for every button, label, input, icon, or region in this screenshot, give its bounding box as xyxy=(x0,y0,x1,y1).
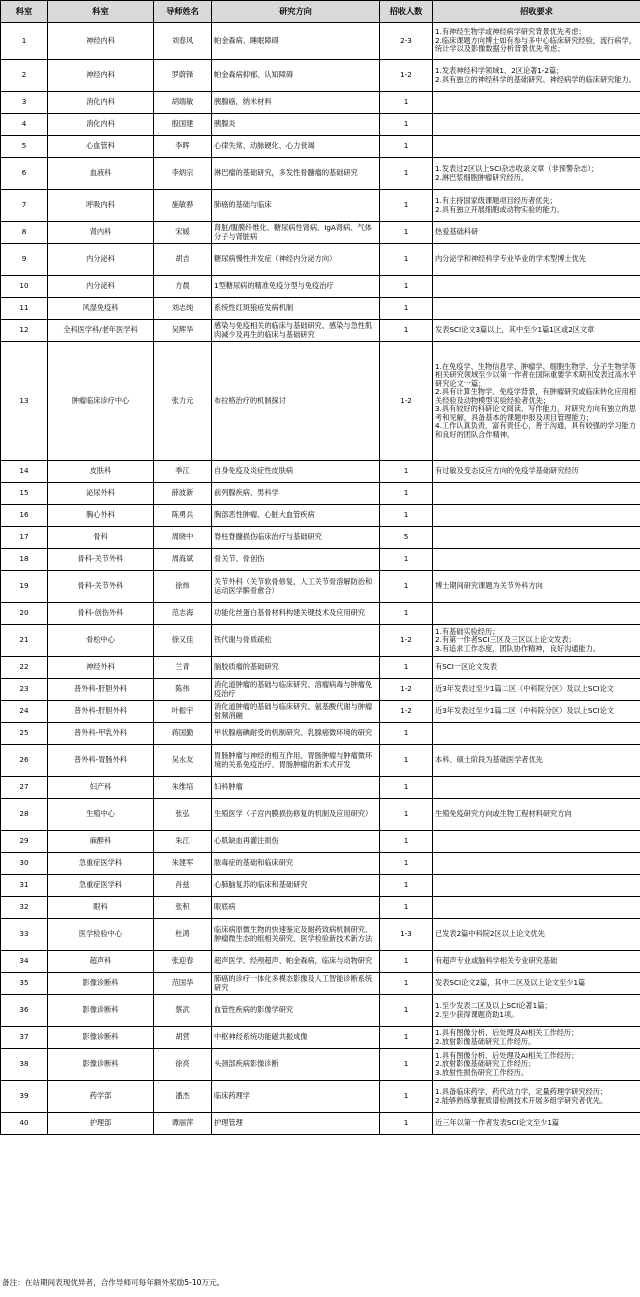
mentor-name-cell: 周海斌 xyxy=(154,549,212,571)
recruit-count-cell: 1 xyxy=(380,92,433,114)
mentor-name-cell: 张弘 xyxy=(154,799,212,831)
requirements-cell: 近3年发表过至少1篇二区（中科院分区）及以上SCI论文 xyxy=(433,701,640,723)
table-row xyxy=(1,549,640,571)
row-number-cell: 20 xyxy=(1,603,48,625)
row-number-cell: 18 xyxy=(1,549,48,571)
research-direction-cell: 糖尿病慢性并发症（神经内分泌方向） xyxy=(212,244,380,276)
mentor-name-cell: 殷国建 xyxy=(154,114,212,136)
row-number-cell: 23 xyxy=(1,679,48,701)
recruit-count-cell: 1 xyxy=(380,995,433,1027)
mentor-name-cell: 陈勇兵 xyxy=(154,505,212,527)
mentor-name-cell: 徐又佳 xyxy=(154,625,212,657)
requirements-cell: 1.发表过2区以上SCI杂志收录文章（非预警杂志）； 2.淋巴浆细胞肿瘤研究经历。 xyxy=(433,158,640,190)
recruit-count-cell: 1 xyxy=(380,114,433,136)
requirements-cell xyxy=(433,114,640,136)
requirements-cell: 1.在免疫学、生物信息学、肿瘤学、细胞生物学、分子生物学等相关研究领域至少以第一作者在国际重要学术期刊发表过高水平研究论文一篇； 2.具有计算生物学、免疫学背景，有肿瘤研究或临床转化应用相关经验及动物模型实验经验者优先； 3.具有较好的科研论文阅读、写作能力，对研究方向有独立的思考和见解，具备基本的课题申报及项目管理能力； 4.工作认真负责，富有责任心，善于沟通，具有较强的学习能力和良好的团队合作精神。 xyxy=(433,342,640,461)
department-cell: 皮肤科 xyxy=(48,461,154,483)
requirements-cell: 近三年以第一作者发表SCI论文至少1篇 xyxy=(433,1113,640,1135)
department-cell: 药学部 xyxy=(48,1081,154,1113)
requirements-cell: 1.有神经生物学或神经病学研究背景优先考虑； 2.临床课题方向博士如有参与多中心临床研究经验，流行病学，统计学以及影像数据分析背景优先考虑； xyxy=(433,23,640,60)
research-direction-cell: 骨关节、骨创伤 xyxy=(212,549,380,571)
mentor-name-cell: 朱建军 xyxy=(154,853,212,875)
requirements-cell: 1.至少发表二区及以上SCI论著1篇； 2.至少获得课题资助1项。 xyxy=(433,995,640,1027)
research-direction-cell: 心肺脑复苏的临床和基础研究 xyxy=(212,875,380,897)
mentor-name-cell: 张积 xyxy=(154,897,212,919)
row-number-cell: 29 xyxy=(1,831,48,853)
recruit-count-cell: 1 xyxy=(380,298,433,320)
mentor-name-cell: 刘春风 xyxy=(154,23,212,60)
recruit-count-cell: 1-2 xyxy=(380,625,433,657)
table-row xyxy=(1,158,640,190)
recruit-count-cell: 1 xyxy=(380,571,433,603)
department-cell: 普外科-肝胆外科 xyxy=(48,701,154,723)
table-row xyxy=(1,679,640,701)
requirements-cell: 近3年发表过至少1篇二区（中科院分区）及以上SCI论文 xyxy=(433,679,640,701)
department-cell: 影像诊断科 xyxy=(48,1027,154,1049)
table-row xyxy=(1,951,640,973)
department-cell: 普外科-肝胆外科 xyxy=(48,679,154,701)
research-direction-cell: 脑胶质瘤的基础研究 xyxy=(212,657,380,679)
research-direction-cell: 消化道肿瘤的基础与临床研究、溶瘤病毒与肿瘤免疫治疗 xyxy=(212,679,380,701)
department-cell: 骨松中心 xyxy=(48,625,154,657)
table-row xyxy=(1,973,640,995)
requirements-cell: 本科、硕士阶段为基础医学者优先 xyxy=(433,745,640,777)
mentor-name-cell: 周晓中 xyxy=(154,527,212,549)
table-row xyxy=(1,276,640,298)
mentor-name-cell: 朱江 xyxy=(154,831,212,853)
department-cell: 急重症医学科 xyxy=(48,875,154,897)
row-number-cell: 32 xyxy=(1,897,48,919)
mentor-name-cell: 叶振宇 xyxy=(154,701,212,723)
row-number-cell: 15 xyxy=(1,483,48,505)
requirements-cell: 发表SCI论文3篇以上，其中至少1篇1区或2区文章 xyxy=(433,320,640,342)
recruit-count-cell: 1-2 xyxy=(380,60,433,92)
recruit-count-cell: 1 xyxy=(380,777,433,799)
department-cell: 内分泌科 xyxy=(48,276,154,298)
research-direction-cell: 中枢神经系统功能磁共振成像 xyxy=(212,1027,380,1049)
recruit-count-cell: 1 xyxy=(380,461,433,483)
department-cell: 超声科 xyxy=(48,951,154,973)
mentor-name-cell: 徐亮 xyxy=(154,1049,212,1081)
research-direction-cell: 甲状腺癌碘耐受的机制研究、乳腺癌微环境的研究 xyxy=(212,723,380,745)
row-number-cell: 36 xyxy=(1,995,48,1027)
mentor-name-cell: 徐炜 xyxy=(154,571,212,603)
research-direction-cell: 胸部恶性肿瘤、心脏大血管疾病 xyxy=(212,505,380,527)
recruit-count-cell: 1 xyxy=(380,799,433,831)
row-number-cell: 9 xyxy=(1,244,48,276)
research-direction-cell: 临床病原微生物的快速鉴定及耐药致病机制研究、肿瘤微生态的组相关研究、医学检验新技术新方法 xyxy=(212,919,380,951)
recruit-count-cell: 1-2 xyxy=(380,701,433,723)
department-cell: 消化内科 xyxy=(48,92,154,114)
department-cell: 生殖中心 xyxy=(48,799,154,831)
research-direction-cell: 前列腺疾病、男科学 xyxy=(212,483,380,505)
recruit-count-cell: 1 xyxy=(380,505,433,527)
research-direction-cell: 感染与免疫相关的临床与基础研究、感染与急性肌肉减少及再生的临床与基础研究 xyxy=(212,320,380,342)
requirements-cell xyxy=(433,723,640,745)
research-direction-cell: 心肌缺血再灌注损伤 xyxy=(212,831,380,853)
department-cell: 胸心外科 xyxy=(48,505,154,527)
mentor-name-cell: 潘杰 xyxy=(154,1081,212,1113)
requirements-cell xyxy=(433,483,640,505)
mentor-name-cell: 施敏骅 xyxy=(154,190,212,222)
recruit-count-cell: 5 xyxy=(380,527,433,549)
research-direction-cell: 妇科肿瘤 xyxy=(212,777,380,799)
mentor-name-cell: 吴永友 xyxy=(154,745,212,777)
recruit-count-cell: 1 xyxy=(380,853,433,875)
department-cell: 神经外科 xyxy=(48,657,154,679)
table-row xyxy=(1,897,640,919)
recruit-count-cell: 1 xyxy=(380,483,433,505)
table-row xyxy=(1,342,640,461)
table-row xyxy=(1,461,640,483)
recruit-count-cell: 1 xyxy=(380,951,433,973)
table-row xyxy=(1,625,640,657)
department-cell: 呼吸内科 xyxy=(48,190,154,222)
recruit-count-cell: 1 xyxy=(380,1081,433,1113)
department-cell: 消化内科 xyxy=(48,114,154,136)
requirements-cell xyxy=(433,897,640,919)
mentor-name-cell: 胡吉 xyxy=(154,244,212,276)
row-number-cell: 13 xyxy=(1,342,48,461)
table-row xyxy=(1,190,640,222)
row-number-cell: 10 xyxy=(1,276,48,298)
department-cell: 肾内科 xyxy=(48,222,154,244)
requirements-cell: 发表SCI论文2篇，其中二区及以上论文至少1篇 xyxy=(433,973,640,995)
row-number-cell: 1 xyxy=(1,23,48,60)
row-number-cell: 35 xyxy=(1,973,48,995)
department-cell: 骨科-关节外科 xyxy=(48,549,154,571)
row-number-cell: 38 xyxy=(1,1049,48,1081)
requirements-cell: 1.具备临床药学，药代动力学，定量药理学研究经历； 2.能够熟练掌握质谱检测技术开展多组学研究者优先。 xyxy=(433,1081,640,1113)
department-cell: 影像诊断科 xyxy=(48,973,154,995)
requirements-cell: 有过敏及变态反应方向的免疫学基础研究经历 xyxy=(433,461,640,483)
mentor-name-cell: 谭丽萍 xyxy=(154,1113,212,1135)
table-row xyxy=(1,701,640,723)
requirements-cell: 已发表2篇中科院2区以上论文优先 xyxy=(433,919,640,951)
department-cell: 泌尿外科 xyxy=(48,483,154,505)
mentor-name-cell: 肖兹 xyxy=(154,875,212,897)
research-direction-cell: 头颈部疾病影像诊断 xyxy=(212,1049,380,1081)
footnote: 备注：在站期间表现优异者，合作导师可每年额外奖励5-10万元。 xyxy=(2,1278,225,1287)
row-number-cell: 17 xyxy=(1,527,48,549)
research-direction-cell: 护理管理 xyxy=(212,1113,380,1135)
row-number-cell: 14 xyxy=(1,461,48,483)
recruit-count-cell: 1 xyxy=(380,831,433,853)
department-cell: 骨科-创伤外科 xyxy=(48,603,154,625)
table-row xyxy=(1,875,640,897)
requirements-cell: 1.有主持国家级课题项目经历者优先； 2.具有独立开展细胞或动物实验的能力。 xyxy=(433,190,640,222)
table-header-row xyxy=(1,1,640,23)
table-row xyxy=(1,603,640,625)
requirements-cell: 1.具有图像分析、后处理及AI相关工作经历； 2.放射影像基础研究工作经历； 3.放射性损伤研究工作经历。 xyxy=(433,1049,640,1081)
table-row xyxy=(1,799,640,831)
research-direction-cell: 心律失常、动脉硬化、心力衰竭 xyxy=(212,136,380,158)
row-number-cell: 25 xyxy=(1,723,48,745)
research-direction-cell: 帕金森病抑郁、认知障碍 xyxy=(212,60,380,92)
department-cell: 妇产科 xyxy=(48,777,154,799)
department-cell: 骨科-关节外科 xyxy=(48,571,154,603)
research-direction-cell: 胰腺炎 xyxy=(212,114,380,136)
table-row xyxy=(1,995,640,1027)
requirements-cell: 1.有基础实验经历； 2.有第一作者SCI三区及三区以上论文发表； 3.有追求工作态度，团队协作精神，良好沟通能力。 xyxy=(433,625,640,657)
mentor-name-cell: 方晨 xyxy=(154,276,212,298)
requirements-cell xyxy=(433,875,640,897)
table-row xyxy=(1,136,640,158)
requirements-cell xyxy=(433,831,640,853)
department-cell: 风湿免疫科 xyxy=(48,298,154,320)
header-dept: 科室 xyxy=(48,1,154,23)
table-row xyxy=(1,505,640,527)
recruit-count-cell: 1-3 xyxy=(380,919,433,951)
department-cell: 影像诊断科 xyxy=(48,1049,154,1081)
research-direction-cell: 脓毒症的基础和临床研究 xyxy=(212,853,380,875)
research-direction-cell: 胰腺癌，纳米材料 xyxy=(212,92,380,114)
recruit-count-cell: 1 xyxy=(380,158,433,190)
table-row xyxy=(1,571,640,603)
table-row xyxy=(1,222,640,244)
research-direction-cell: 血管性疾病的影像学研究 xyxy=(212,995,380,1027)
department-cell: 眼科 xyxy=(48,897,154,919)
department-cell: 心血管科 xyxy=(48,136,154,158)
header-count: 招收人数 xyxy=(380,1,433,23)
table-row xyxy=(1,298,640,320)
mentor-name-cell: 李晖 xyxy=(154,136,212,158)
recruit-count-cell: 1 xyxy=(380,745,433,777)
research-direction-cell: 肺癌的诊疗一体化多模态影像及人工智能诊断系统研究 xyxy=(212,973,380,995)
research-direction-cell: 布拉格治疗的机制探讨 xyxy=(212,342,380,461)
department-cell: 急重症医学科 xyxy=(48,853,154,875)
recruit-count-cell: 1 xyxy=(380,603,433,625)
department-cell: 护理部 xyxy=(48,1113,154,1135)
mentor-name-cell: 兰青 xyxy=(154,657,212,679)
row-number-cell: 21 xyxy=(1,625,48,657)
research-direction-cell: 功能化丝蛋白基骨材料构建关键技术及应用研究 xyxy=(212,603,380,625)
requirements-cell xyxy=(433,603,640,625)
research-direction-cell: 帕金森病、睡眠障碍 xyxy=(212,23,380,60)
row-number-cell: 30 xyxy=(1,853,48,875)
mentor-name-cell: 张迎春 xyxy=(154,951,212,973)
row-number-cell: 22 xyxy=(1,657,48,679)
table-row xyxy=(1,831,640,853)
mentor-name-cell: 陈伟 xyxy=(154,679,212,701)
recruit-count-cell: 1 xyxy=(380,875,433,897)
mentor-name-cell: 杜鸿 xyxy=(154,919,212,951)
row-number-cell: 37 xyxy=(1,1027,48,1049)
recruit-count-cell: 1 xyxy=(380,320,433,342)
research-direction-cell: 消化道肿瘤的基础与临床研究、氨基酸代谢与肿瘤射频消融 xyxy=(212,701,380,723)
research-direction-cell: 淋巴瘤的基础研究，多发性骨髓瘤的基础研究 xyxy=(212,158,380,190)
mentor-name-cell: 胡营 xyxy=(154,1027,212,1049)
recruit-count-cell: 1 xyxy=(380,973,433,995)
table-row xyxy=(1,92,640,114)
row-number-cell: 8 xyxy=(1,222,48,244)
mentor-name-cell: 蔡武 xyxy=(154,995,212,1027)
row-number-cell: 19 xyxy=(1,571,48,603)
department-cell: 全科医学科/老年医学科 xyxy=(48,320,154,342)
row-number-cell: 7 xyxy=(1,190,48,222)
mentor-name-cell: 季江 xyxy=(154,461,212,483)
requirements-cell xyxy=(433,505,640,527)
department-cell: 医学检验中心 xyxy=(48,919,154,951)
requirements-cell: 有超声专业或脑科学相关专业研究基础 xyxy=(433,951,640,973)
row-number-cell: 26 xyxy=(1,745,48,777)
row-number-cell: 4 xyxy=(1,114,48,136)
table-row xyxy=(1,114,640,136)
department-cell: 骨科 xyxy=(48,527,154,549)
table-row xyxy=(1,23,640,60)
table-row xyxy=(1,1113,640,1135)
table-row xyxy=(1,527,640,549)
header-requirements: 招收要求 xyxy=(433,1,640,23)
recruit-count-cell: 1 xyxy=(380,190,433,222)
department-cell: 血液科 xyxy=(48,158,154,190)
row-number-cell: 28 xyxy=(1,799,48,831)
requirements-cell: 1.发表神经科学领域1、2区论著1-2篇； 2.具有独立的神经科学的基础研究、神经病学的临床研究能力。 xyxy=(433,60,640,92)
recruit-count-cell: 1 xyxy=(380,222,433,244)
mentor-name-cell: 范国华 xyxy=(154,973,212,995)
row-number-cell: 11 xyxy=(1,298,48,320)
requirements-cell xyxy=(433,298,640,320)
row-number-cell: 12 xyxy=(1,320,48,342)
table-row xyxy=(1,483,640,505)
requirements-cell: 内分泌学和神经科学专业毕业的学术型博士优先 xyxy=(433,244,640,276)
research-direction-cell: 眼底病 xyxy=(212,897,380,919)
research-direction-cell: 生殖医学（子宫内膜损伤修复的机制及应用研究） xyxy=(212,799,380,831)
table-row xyxy=(1,60,640,92)
research-direction-cell: 铁代谢与骨质疏松 xyxy=(212,625,380,657)
table-body xyxy=(1,23,640,1135)
mentor-name-cell: 薛波新 xyxy=(154,483,212,505)
requirements-cell xyxy=(433,777,640,799)
mentor-name-cell: 朱维培 xyxy=(154,777,212,799)
row-number-cell: 27 xyxy=(1,777,48,799)
research-direction-cell: 胃肠肿瘤与神经的相互作用、胃肠肿瘤与肿瘤微环境的关系免疫治疗、胃肠肿瘤的新术式开发 xyxy=(212,745,380,777)
research-direction-cell: 1型糖尿病的精准免疫分型与免疫治疗 xyxy=(212,276,380,298)
mentor-name-cell: 胡端敏 xyxy=(154,92,212,114)
recruit-count-cell: 1 xyxy=(380,897,433,919)
requirements-cell: 有SCI一区论文发表 xyxy=(433,657,640,679)
row-number-cell: 16 xyxy=(1,505,48,527)
table-row xyxy=(1,1081,640,1113)
row-number-cell: 39 xyxy=(1,1081,48,1113)
row-number-cell: 40 xyxy=(1,1113,48,1135)
research-direction-cell: 超声医学、经颅超声、帕金森病，临床与动物研究 xyxy=(212,951,380,973)
department-cell: 普外科-甲乳外科 xyxy=(48,723,154,745)
mentor-name-cell: 蒋国勤 xyxy=(154,723,212,745)
table-row xyxy=(1,1027,640,1049)
table-row xyxy=(1,657,640,679)
research-direction-cell: 自身免疫及炎症性皮肤病 xyxy=(212,461,380,483)
department-cell: 影像诊断科 xyxy=(48,995,154,1027)
row-number-cell: 31 xyxy=(1,875,48,897)
requirements-cell: 生殖免疫研究方向或生物工程材料研究方向 xyxy=(433,799,640,831)
row-number-cell: 34 xyxy=(1,951,48,973)
recruit-count-cell: 1-2 xyxy=(380,679,433,701)
research-direction-cell: 关节外科（关节软骨修复，人工关节骨溶解防治和运动医学髌骨愈合） xyxy=(212,571,380,603)
recruit-count-cell: 1 xyxy=(380,1027,433,1049)
mentor-name-cell: 吴辉华 xyxy=(154,320,212,342)
requirements-cell xyxy=(433,853,640,875)
recruit-count-cell: 1 xyxy=(380,136,433,158)
mentor-name-cell: 刘志纯 xyxy=(154,298,212,320)
row-number-cell: 33 xyxy=(1,919,48,951)
requirements-cell xyxy=(433,527,640,549)
table-row xyxy=(1,723,640,745)
row-number-cell: 6 xyxy=(1,158,48,190)
table-row xyxy=(1,919,640,951)
mentor-name-cell: 宋媛 xyxy=(154,222,212,244)
mentor-name-cell: 李炳宗 xyxy=(154,158,212,190)
department-cell: 内分泌科 xyxy=(48,244,154,276)
recruit-count-cell: 1 xyxy=(380,723,433,745)
row-number-cell: 3 xyxy=(1,92,48,114)
requirements-cell xyxy=(433,92,640,114)
table-row xyxy=(1,320,640,342)
table-row xyxy=(1,1049,640,1081)
mentor-name-cell: 张力元 xyxy=(154,342,212,461)
recruit-count-cell: 1 xyxy=(380,657,433,679)
department-cell: 神经内科 xyxy=(48,60,154,92)
mentor-name-cell: 范志海 xyxy=(154,603,212,625)
table-row xyxy=(1,853,640,875)
mentor-name-cell: 罗蔚锋 xyxy=(154,60,212,92)
research-direction-cell: 系统性红斑狼疮发病机制 xyxy=(212,298,380,320)
table-row xyxy=(1,244,640,276)
research-direction-cell: 脊柱脊髓损伤临床治疗与基础研究 xyxy=(212,527,380,549)
requirements-cell xyxy=(433,276,640,298)
row-number-cell: 24 xyxy=(1,701,48,723)
department-cell: 麻醉科 xyxy=(48,831,154,853)
header-no: 科室 xyxy=(1,1,48,23)
requirements-cell: 1.具有图像分析、后处理及AI相关工作经历； 2.放射影像基础研究工作经历。 xyxy=(433,1027,640,1049)
research-direction-cell: 肺癌的基础与临床 xyxy=(212,190,380,222)
department-cell: 普外科-胃肠外科 xyxy=(48,745,154,777)
row-number-cell: 2 xyxy=(1,60,48,92)
header-mentor: 导师姓名 xyxy=(154,1,212,23)
requirements-cell: 热爱基础科研 xyxy=(433,222,640,244)
recruit-count-cell: 1-2 xyxy=(380,342,433,461)
department-cell: 肿瘤临床诊疗中心 xyxy=(48,342,154,461)
recruit-count-cell: 1 xyxy=(380,1049,433,1081)
recruit-count-cell: 1 xyxy=(380,549,433,571)
row-number-cell: 5 xyxy=(1,136,48,158)
header-direction: 研究方向 xyxy=(212,1,380,23)
table-row xyxy=(1,745,640,777)
recruit-count-cell: 1 xyxy=(380,276,433,298)
requirements-cell xyxy=(433,549,640,571)
department-cell: 神经内科 xyxy=(48,23,154,60)
recruit-count-cell: 1 xyxy=(380,1113,433,1135)
research-direction-cell: 临床药理学 xyxy=(212,1081,380,1113)
recruit-count-cell: 1 xyxy=(380,244,433,276)
research-direction-cell: 肾脏/腹膜纤维化、糖尿病性肾病、IgA肾病、气体分子与肾脏病 xyxy=(212,222,380,244)
table-row xyxy=(1,777,640,799)
requirements-cell: 博士期间研究课题为关节外科方向 xyxy=(433,571,640,603)
requirements-cell xyxy=(433,136,640,158)
recruit-count-cell: 2-3 xyxy=(380,23,433,60)
